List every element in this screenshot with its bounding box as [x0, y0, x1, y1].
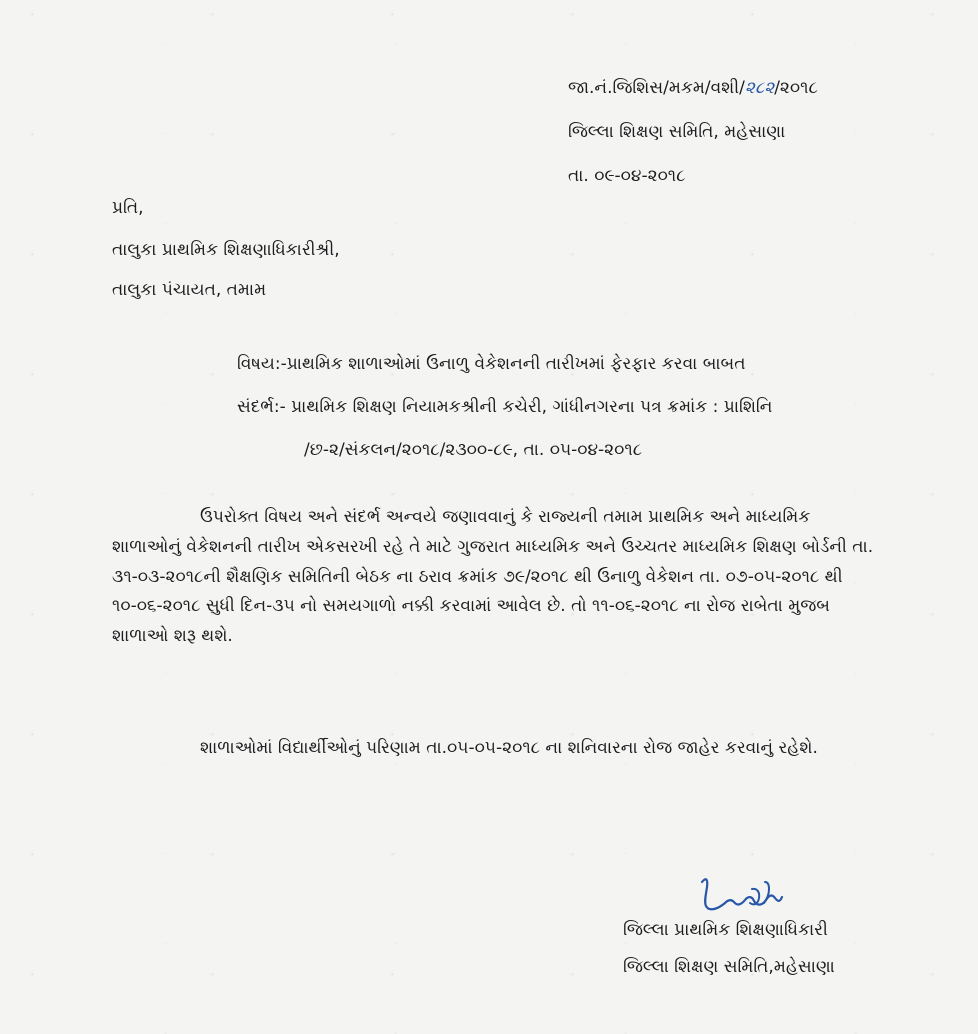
- reference-line-1: સંદર્ભ:- પ્રાથમિક શિક્ષણ નિયામકશ્રીની કચેરી, ગાંધીનગરના પત્ર ક્રમાંક : પ્રાશિનિ: [237, 397, 773, 417]
- signature-icon: [698, 875, 786, 917]
- recipient-line-2: તાલુકા પંચાયત, તમામ: [112, 280, 267, 300]
- ref-suffix: /૨૦૧૮: [774, 78, 818, 98]
- letter-date: તા. ૦૯-૦૪-૨૦૧૮: [568, 166, 686, 186]
- reference-number-line: [568, 78, 818, 99]
- signatory-office: જિલ્લા શિક્ષણ સમિતિ,મહેસાણા: [623, 957, 835, 977]
- ref-number: ૨૮૨: [744, 78, 775, 98]
- subject-line: વિષય:-પ્રાથમિક શાળાઓમાં ઉનાળુ વેકેશનની તારીખમાં ફેરફાર કરવા બાબત: [237, 354, 746, 374]
- body-paragraph-2: શાળાઓમાં વિદ્યાર્થીઓનું પરિણામ તા.૦૫-૦૫-૨૦૧૮ ના શનિવારના રોજ જાહેર કરવાનું રહેશે.: [200, 738, 818, 758]
- signatory-title: જિલ્લા પ્રાથમિક શિક્ષણાધિકારી: [623, 920, 828, 940]
- ref-prefix: જા.નં.જિશિસ/મકમ/વશી/: [568, 78, 745, 98]
- body-paragraph-1: ઉપરોક્ત વિષય અને સંદર્ભ અન્વયે જણાવવાનું કે રાજ્યની તમામ પ્રાથમિક અને માધ્યમિક શાળાઓનું વેકેશનની તારીખ એકસરખી રહે તે માટે ગુજરાત માધ્યમિક અને ઉચ્ચતર માધ્યમિક શિક્ષણ બોર્ડની તા. ૩૧-૦૩-૨૦૧૮ની શૈક્ષણિક સમિતિની બેઠક ના ઠરાવ ક્રમાંક ૭૯/૨૦૧૮ થી ઉનાળુ વેકેશન તા. ૦૭-૦૫-૨૦૧૮ થી ૧૦-૦૬-૨૦૧૮ સુધી દિન-૩૫ નો સમયગાળો નક્કી કરવામાં આવેલ છે. તો ૧૧-૦૬-૨૦૧૮ ના રોજ રાબેતા મુજબ શાળાઓ શરૂ થશે.: [112, 507, 874, 646]
- office-name: જિલ્લા શિક્ષણ સમિતિ, મહેસાણા: [568, 122, 786, 142]
- reference-line-2: /છ-૨/સંકલન/૨૦૧૮/૨૩૦૦-૮૯, તા. ૦૫-૦૪-૨૦૧૮: [304, 440, 643, 460]
- recipient-line-1: તાલુકા પ્રાથમિક શિક્ષણાધિકારીશ્રી,: [112, 240, 340, 260]
- recipient-salutation: પ્રતિ,: [112, 198, 144, 218]
- signature-mark: [698, 875, 786, 917]
